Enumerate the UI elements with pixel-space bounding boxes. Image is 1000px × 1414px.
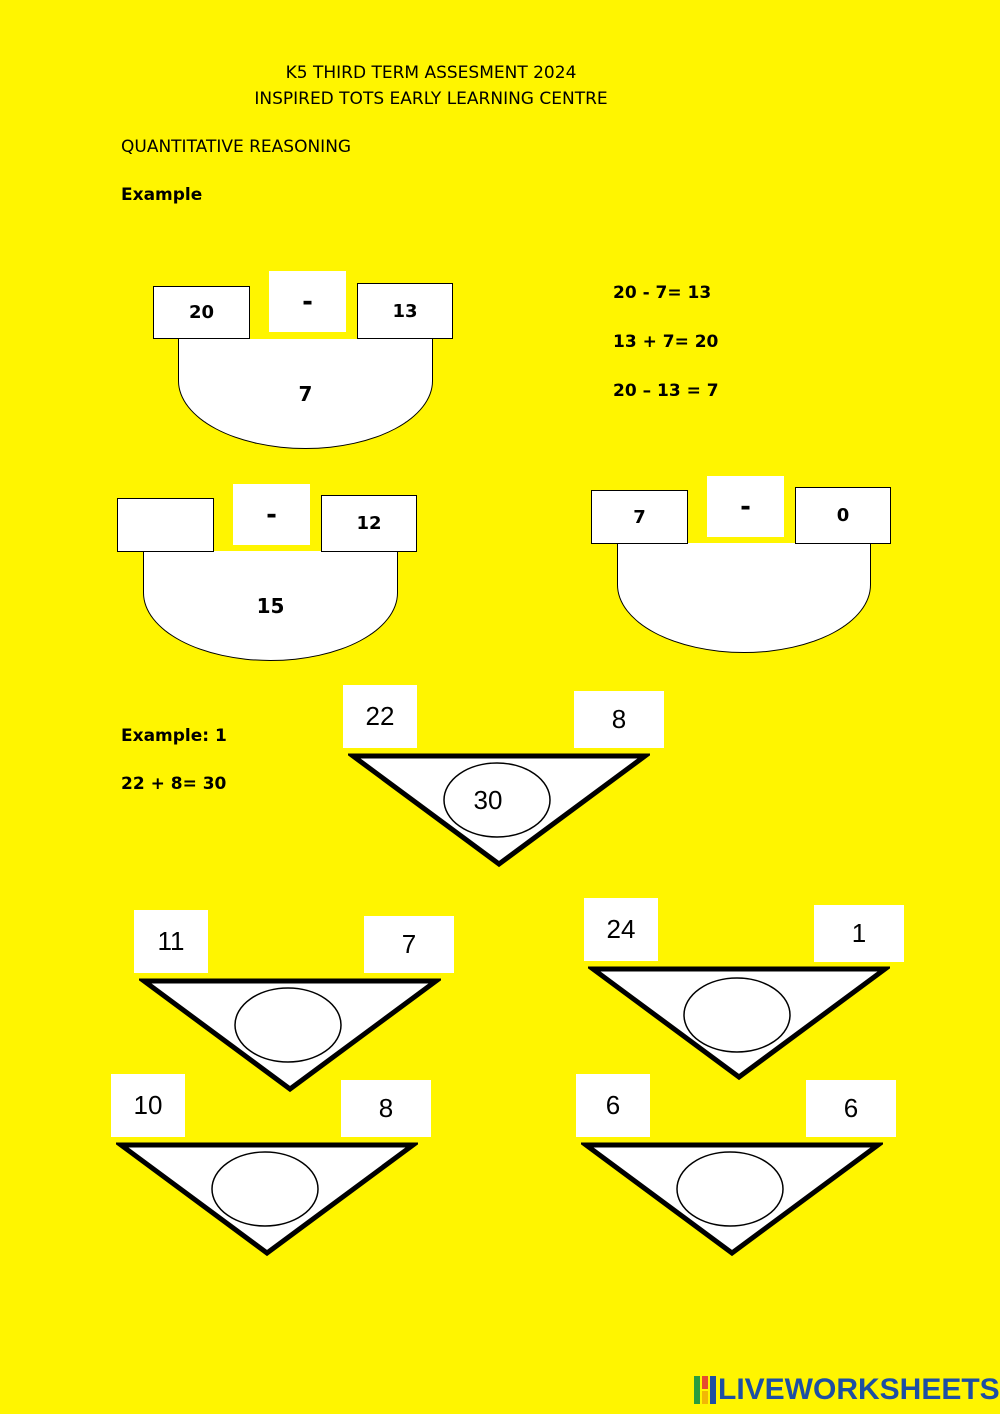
liveworksheets-logo (694, 1374, 1000, 1406)
triangle-answer-input[interactable] (685, 986, 787, 1040)
subject-heading: QUANTITATIVE REASONING (121, 137, 352, 157)
assessment-title: K5 THIRD TERM ASSESMENT 2024 (285, 63, 577, 83)
triangle-right-box: 8 (341, 1080, 431, 1137)
triangle-right-box: 1 (814, 905, 904, 962)
liveworksheets-logo-icon (694, 1375, 716, 1405)
bowl-answer: 7 (178, 339, 433, 449)
bowl-left-box: 7 (591, 490, 688, 544)
bowl-sign: - (233, 484, 310, 545)
triangle-center-value: 30 (473, 784, 503, 815)
triangle-left-box: 10 (111, 1074, 185, 1137)
example-equation-3: 20 – 13 = 7 (613, 381, 719, 401)
bowl-right-box: 0 (795, 487, 891, 544)
triangle-left-box: 24 (584, 898, 658, 961)
triangle-right-box: 7 (364, 916, 454, 973)
triangle-answer-input[interactable] (213, 1162, 315, 1216)
example-equation-1: 20 - 7= 13 (613, 283, 712, 303)
bowl-left-box: 20 (153, 286, 250, 339)
triangle-example-label: Example: 1 (121, 726, 227, 746)
triangle-example-equation: 22 + 8= 30 (121, 774, 227, 794)
triangle-answer-input[interactable] (678, 1162, 780, 1216)
bowl-right-box: 13 (357, 283, 453, 339)
bowl-left-input[interactable] (117, 498, 214, 552)
bowl-answer: 15 (143, 551, 398, 661)
triangle-right-box: 6 (806, 1080, 896, 1137)
triangle-answer-input[interactable] (236, 996, 338, 1050)
triangle-left-box: 22 (343, 685, 417, 748)
brand-name: LIVEWORKSHEETS (718, 1373, 1000, 1406)
triangle-right-box: 8 (574, 691, 664, 748)
bowl-sign: - (269, 271, 346, 332)
bowl-sign: - (707, 476, 784, 537)
example-label: Example (121, 185, 203, 205)
bowl-answer-input[interactable] (617, 543, 871, 653)
triangle-left-box: 11 (134, 910, 208, 973)
school-name: INSPIRED TOTS EARLY LEARNING CENTRE (254, 89, 608, 109)
triangle-left-box: 6 (576, 1074, 650, 1137)
bowl-right-box: 12 (321, 495, 417, 552)
example-equation-2: 13 + 7= 20 (613, 332, 719, 352)
